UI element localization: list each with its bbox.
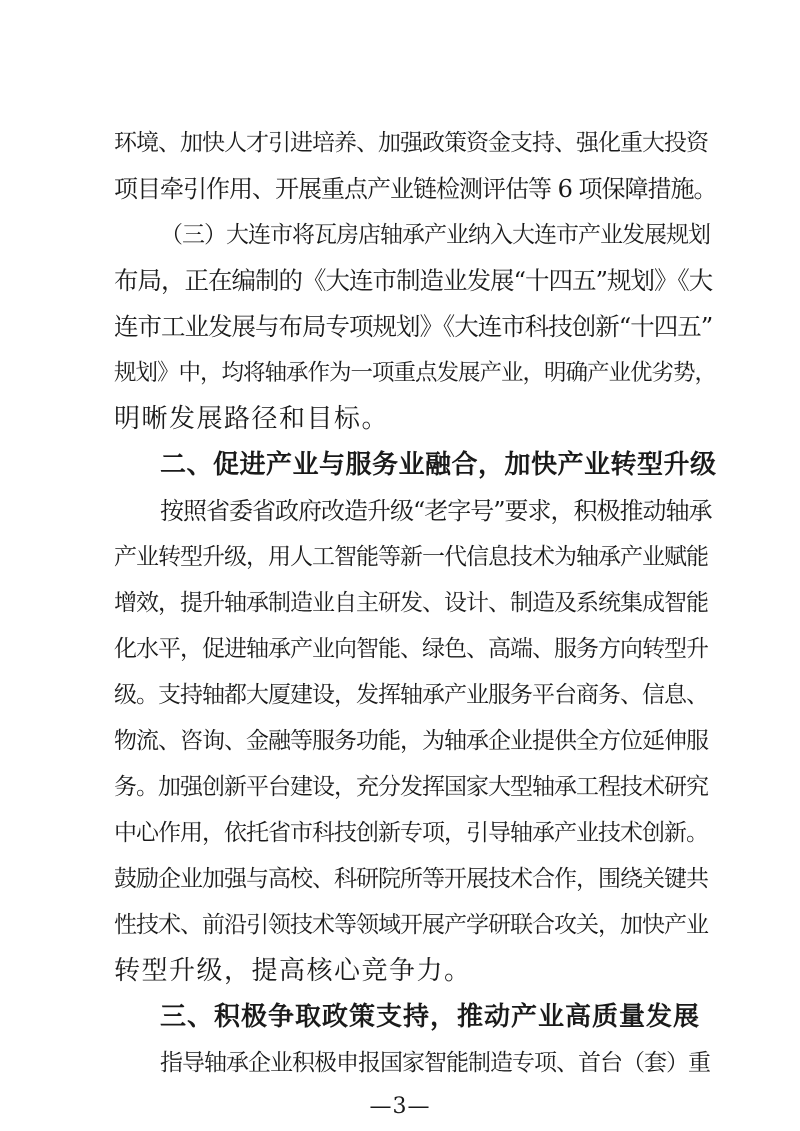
- body-text-line: 环境、加快人才引进培养、加强政策资金支持、强化重大投资: [114, 130, 708, 156]
- body-text-line: 连市工业发展与布局专项规划》《大连市科技创新“十四五”: [114, 312, 713, 341]
- body-text-line: 转型升级，提高核心竞争力。: [114, 956, 472, 986]
- section-heading: 三、积极争取政策支持，推动产业高质量发展: [160, 1002, 701, 1032]
- body-text-line: 级。支持轴都大厦建设，发挥轴承产业服务平台商务、信息、: [114, 682, 708, 708]
- paragraph-start-line: 指导轴承企业积极申报国家智能制造专项、首台（套）重: [160, 1050, 710, 1076]
- body-text-line: 务。加强创新平台建设，充分发挥国家大型轴承工程技术研究: [114, 774, 708, 800]
- body-text-line: 物流、咨询、金融等服务功能，为轴承企业提供全方位延伸服: [114, 728, 708, 754]
- section-heading: 二、促进产业与服务业融合，加快产业转型升级: [160, 450, 717, 480]
- body-text-line: 规划》中，均将轴承作为一项重点发展产业，明确产业优劣势，: [114, 360, 717, 386]
- page-number: —3—: [369, 1094, 431, 1119]
- body-text-line: 布局，正在编制的《大连市制造业发展“十四五”规划》《大: [114, 266, 713, 295]
- body-text-line: 性技术、前沿引领技术等领域开展产学研联合攻关，加快产业: [114, 912, 708, 938]
- body-text-line: 中心作用，依托省市科技创新专项，引导轴承产业技术创新。: [114, 820, 708, 846]
- body-text-line: 产业转型升级，用人工智能等新一代信息技术为轴承产业赋能: [114, 544, 708, 570]
- body-text-line: 项目牵引作用、开展重点产业链检测评估等 6 项保障措施。: [114, 175, 717, 203]
- body-text-line: 化水平，促进轴承产业向智能、绿色、高端、服务方向转型升: [114, 636, 708, 662]
- body-text-line: 鼓励企业加强与高校、科研院所等开展技术合作，围绕关键共: [114, 866, 708, 892]
- paragraph-start-line: 按照省委省政府改造升级“老字号”要求，积极推动轴承: [160, 497, 712, 525]
- body-text-line: 增效，提升轴承制造业自主研发、设计、制造及系统集成智能: [114, 590, 708, 616]
- paragraph-start-line: （三）大连市将瓦房店轴承产业纳入大连市产业发展规划: [160, 222, 710, 248]
- body-text-line: 明晰发展路径和目标。: [114, 404, 390, 434]
